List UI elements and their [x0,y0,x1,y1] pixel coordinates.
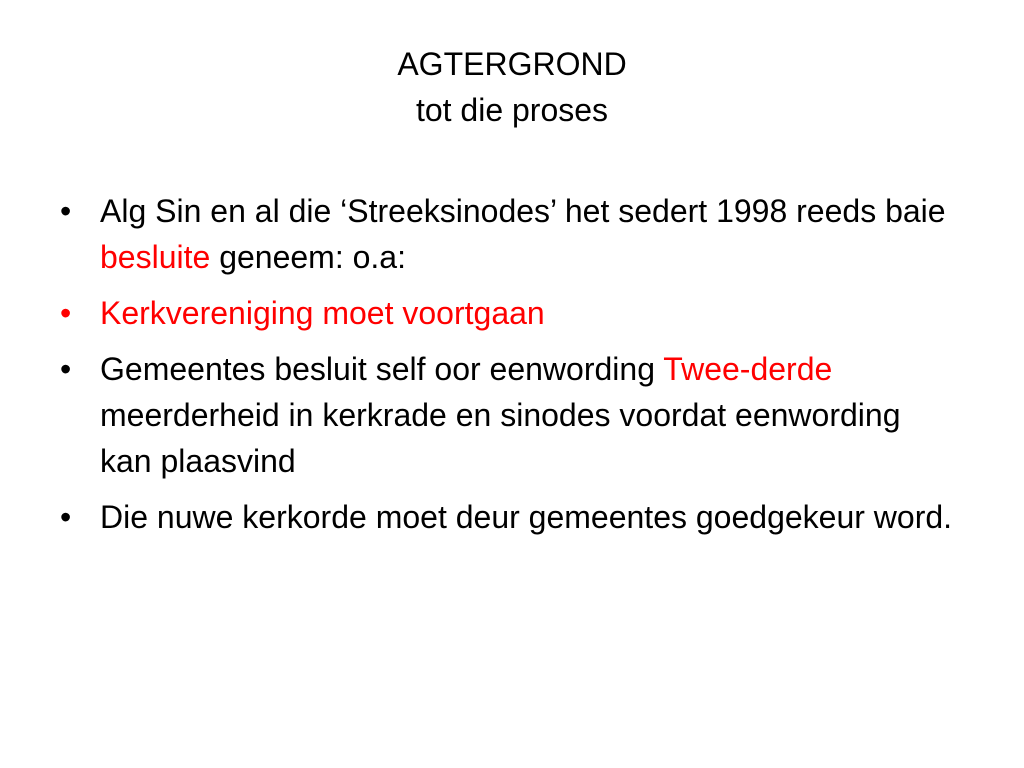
bullet-icon: • [60,295,72,331]
slide-title [0,41,1024,133]
bullet-1-text-start: Alg Sin en al die ‘Streeksinodes’ het sedert 1998 reeds baie [100,193,946,229]
bullet-1-highlight: besluite [100,239,211,275]
bullet-list [60,188,960,550]
bullet-icon: • [60,193,72,229]
bullet-1-text-end: geneem: o.a: [210,239,406,275]
bullet-3-highlight: Twee-derde [663,351,833,387]
title-line-1: AGTERGROND [397,46,627,82]
bullet-3-text-start: Gemeentes besluit self oor eenwording [100,351,664,387]
bullet-3-text-end: meerderheid in kerkrade en sinodes voordat eenwording kan plaasvind [100,397,901,479]
bullet-icon: • [60,499,72,535]
bullet-2-text: Kerkvereniging moet voortgaan [100,295,545,331]
bullet-item-3 [60,346,960,484]
title-line-2: tot die proses [415,92,609,128]
bullet-item-2 [60,290,960,336]
bullet-item-1 [60,188,960,280]
bullet-4-text: Die nuwe kerkorde moet deur gemeentes goedgekeur word. [100,499,953,535]
bullet-item-4 [60,494,960,540]
bullet-icon: • [60,351,72,387]
